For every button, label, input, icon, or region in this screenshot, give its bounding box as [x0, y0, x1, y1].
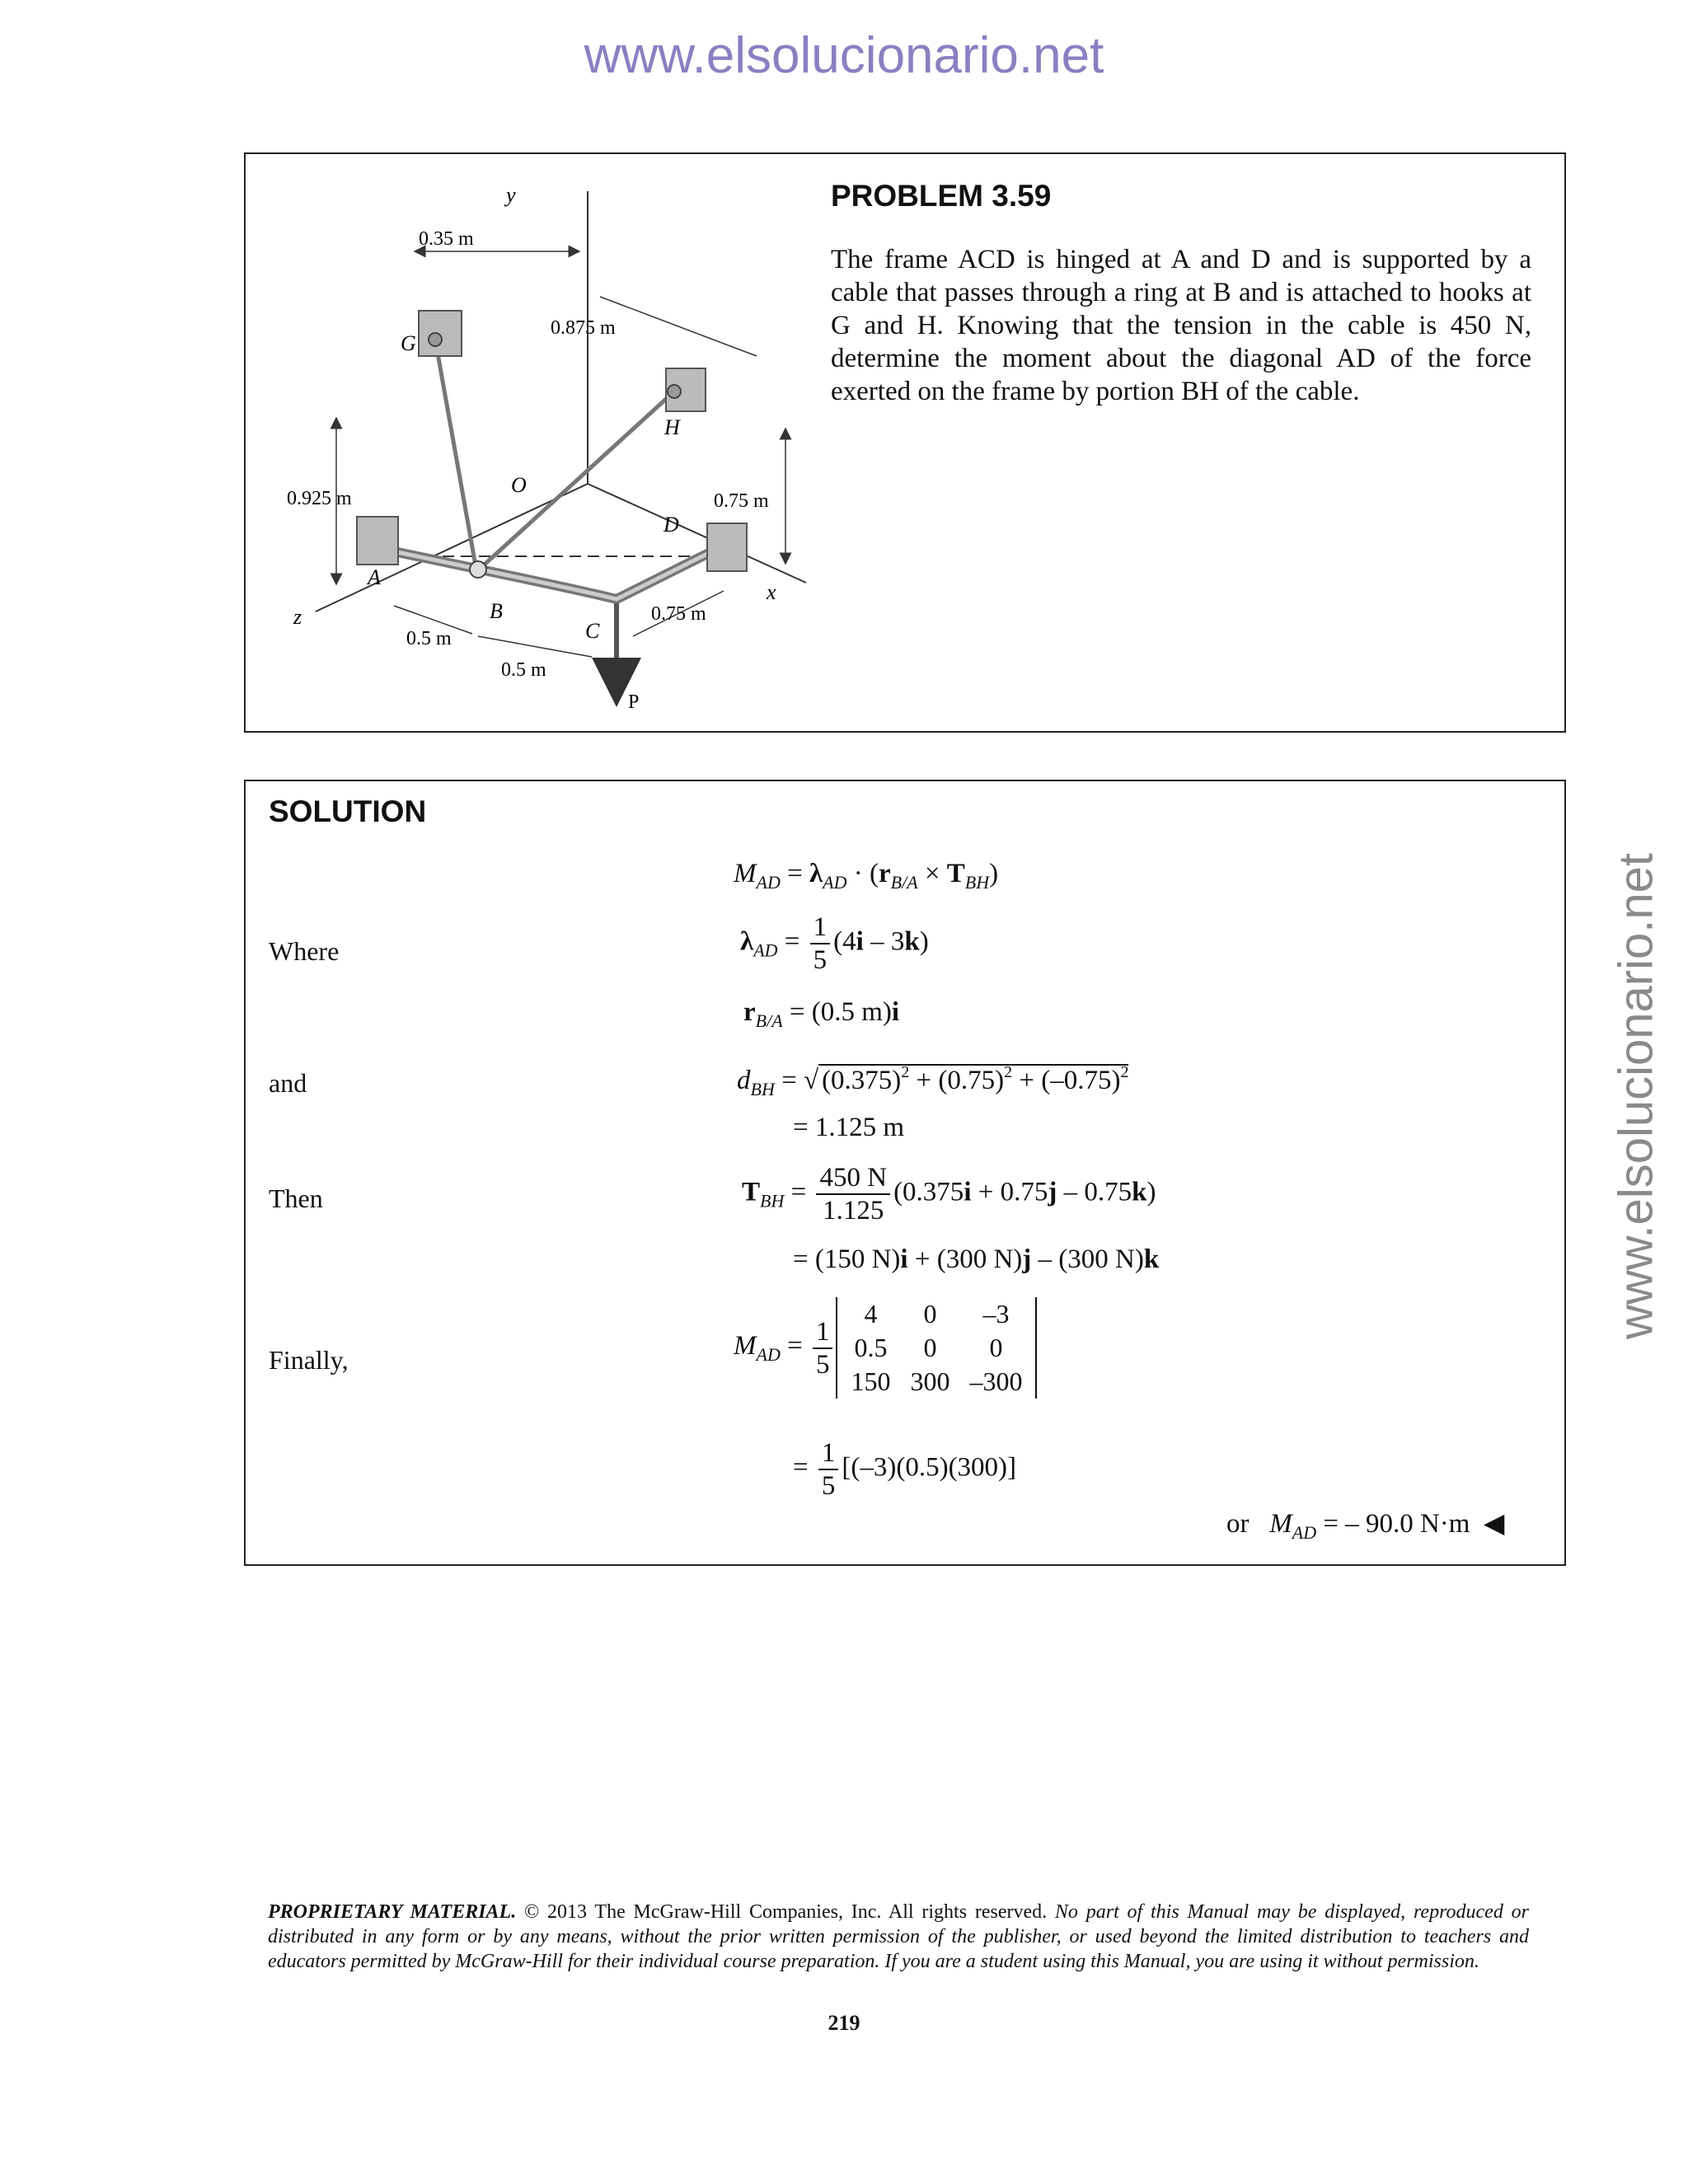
fig-label-x: x	[767, 580, 776, 604]
dim-05-b: 0.5 m	[501, 659, 546, 681]
dim-075-horiz: 0.75 m	[651, 603, 706, 625]
fig-label-D: D	[663, 513, 679, 537]
label-then: Then	[269, 1183, 323, 1213]
det-cell: 0	[923, 1333, 937, 1362]
fig-label-P: P	[628, 691, 640, 713]
fig-label-B: B	[490, 599, 503, 623]
eq-d-bh-value: = 1.125 m	[793, 1113, 905, 1142]
final-answer: or $M_{AD}$ = – 90.0 N·m ◀	[1226, 1509, 1505, 1543]
label-where: Where	[269, 936, 340, 966]
eq-t-bh: $T_{BH}$ = $\frac{450 N}{1.125}$ (0.375i + 0.75j – 0.75k)	[742, 1163, 1156, 1226]
fig-label-y: y	[506, 183, 516, 207]
eq-moment-def: $M_{AD} = \lambda_{AD} \cdot (r_{B/A} \times T_{BH})$	[734, 859, 999, 893]
final-value: = – 90.0 N·m	[1323, 1509, 1470, 1539]
footer-italic: No part of this Manual may be displayed, reproduced or distributed in any form or by any means, without the prior written permission of the publisher, or used beyond the limited distribution to teachers and educators permitted by McGraw-Hill for their individual course preparation. If you are a student using this Manual, you are using it without permission.	[268, 1901, 1529, 1972]
eq-d-bh: $d_{BH}$ = √ $(0.375)^2 + (0.75)^2 + (-0.75)^2$	[737, 1063, 1129, 1099]
fig-label-O: O	[511, 473, 527, 497]
fig-label-G: G	[401, 331, 416, 355]
watermark-side[interactable]: www.elsolucionario.net	[1609, 853, 1663, 1339]
label-and: and	[269, 1068, 307, 1098]
det-cell: 4	[864, 1299, 878, 1329]
det-cell: 0.5	[854, 1333, 888, 1362]
det-cell: –3	[982, 1299, 1010, 1329]
label-finally: Finally,	[269, 1345, 349, 1375]
problem-title: PROBLEM 3.59	[831, 179, 1052, 213]
eq-expansion: = $\frac{1}{5}$ [(–3)(0.5)(300)]	[793, 1438, 1017, 1501]
copyright-footer	[268, 1900, 1529, 1974]
determinant-matrix	[836, 1297, 1037, 1399]
det-cell: 300	[910, 1366, 950, 1396]
det-cell: 0	[923, 1299, 937, 1329]
problem-statement: The frame ACD is hinged at A and D and is supported by a cable that passes through a ring at B and is attached to hooks at G and H. Knowing that the tension in the cable is 450 N, determine the moment about the diagonal AD of the force exerted on the frame by portion BH of the cable.	[831, 245, 1531, 406]
det-cell: 150	[851, 1366, 891, 1396]
watermark-top[interactable]: www.elsolucionario.net	[584, 27, 1104, 84]
footer-normal: © 2013 The McGraw-Hill Companies, Inc. All rights reserved.	[516, 1901, 1055, 1923]
problem-box	[244, 152, 1566, 733]
dim-075-vert: 0.75 m	[714, 490, 769, 512]
footer-bold: PROPRIETARY MATERIAL.	[268, 1901, 517, 1923]
dim-035: 0.35 m	[419, 228, 474, 250]
eq-r-ba: $r_{B/A} = (0.5$ m)i	[743, 997, 900, 1031]
fig-label-H: H	[664, 415, 680, 439]
fig-label-C: C	[585, 619, 600, 643]
eq-determinant: $M_{AD}$ = $\frac{1}{5}$ 4 0 –3 0.5 0 0 150 300 –300	[734, 1297, 1037, 1399]
dim-05-a: 0.5 m	[406, 628, 452, 649]
dim-0925: 0.925 m	[287, 488, 352, 509]
solution-box	[244, 780, 1566, 1566]
eq-t-bh-components: = (150 N)i + (300 N)j – (300 N)k	[793, 1244, 1160, 1274]
det-cell: 0	[989, 1333, 1003, 1362]
page-number: 219	[828, 2011, 860, 2035]
answer-marker-icon: ◀	[1483, 1509, 1505, 1539]
det-cell: –300	[969, 1366, 1023, 1396]
fig-label-A: A	[368, 565, 381, 589]
fig-label-z: z	[293, 605, 302, 629]
problem-figure	[262, 162, 823, 723]
eq-lambda-ad: $\lambda_{AD}$ = $\frac{1}{5}$ (4i – 3k)	[740, 912, 929, 975]
solution-title: SOLUTION	[269, 794, 427, 828]
dim-0875: 0.875 m	[551, 317, 616, 339]
final-prefix: or	[1226, 1509, 1250, 1539]
